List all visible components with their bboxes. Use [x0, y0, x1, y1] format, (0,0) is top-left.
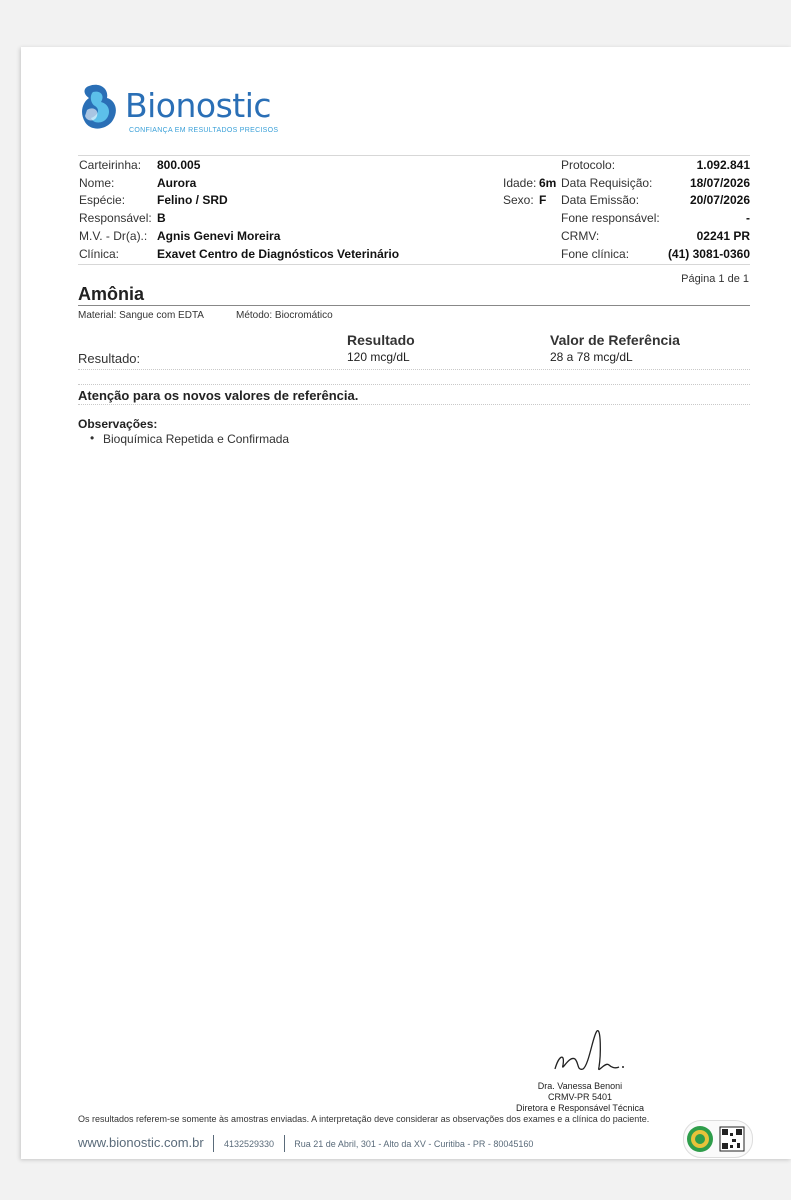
- clinica-label: Clínica:: [79, 247, 120, 261]
- idade-label: Idade:: [503, 176, 537, 190]
- data-requisicao-label: Data Requisição:: [561, 176, 653, 190]
- referencia-header: Valor de Referência: [550, 332, 680, 348]
- resultado-header: Resultado: [347, 332, 415, 348]
- exam-title: Amônia: [78, 284, 145, 304]
- dotted-divider: [78, 384, 750, 385]
- sexo-value: F: [539, 193, 547, 207]
- protocolo-value: 1.092.841: [696, 158, 750, 172]
- footer-phone: 4132529330: [223, 1139, 275, 1149]
- especie-label: Espécie:: [79, 193, 126, 207]
- resultado-value: 120 mcg/dL: [347, 350, 410, 364]
- exam-material: Material: Sangue com EDTA: [78, 310, 204, 321]
- accreditation-badge: [683, 1120, 753, 1158]
- observacao-item: • Bioquímica Repetida e Confirmada: [103, 432, 289, 446]
- mv-value: Agnis Genevi Moreira: [157, 229, 281, 243]
- bionostic-logo: [79, 80, 299, 140]
- footer-address: Rua 21 de Abril, 301 - Alto da XV - Curitiba - PR - 80045160: [294, 1139, 534, 1149]
- reference-warning: Atenção para os novos valores de referência.: [78, 388, 359, 403]
- fone-clinica-label: Fone clínica:: [561, 247, 630, 261]
- exam-metodo: Método: Biocromático: [236, 310, 333, 321]
- especie-value: Felino / SRD: [157, 193, 228, 207]
- mv-label: M.V. - Dr(a).:: [79, 229, 148, 243]
- bionostic-logo-icon: [79, 80, 123, 136]
- footer: [78, 1135, 533, 1152]
- footer-website[interactable]: www.bionostic.com.br: [78, 1135, 204, 1150]
- crmv-label: CRMV:: [561, 229, 600, 243]
- signature-role: Diretora e Responsável Técnica: [516, 1103, 644, 1113]
- observacoes-title: Observações:: [78, 417, 158, 431]
- resultado-row-label: Resultado:: [78, 351, 141, 366]
- data-emissao-value: 20/07/2026: [689, 193, 750, 207]
- disclaimer-text: Os resultados referem-se somente às amostras enviadas. A interpretação deve considerar as observações dos exames e a clínica do paciente.: [78, 1114, 650, 1124]
- nome-label: Nome:: [79, 176, 115, 190]
- fone-clinica-value: (41) 3081-0360: [667, 247, 750, 261]
- protocolo-label: Protocolo:: [561, 158, 616, 172]
- nome-value: Aurora: [157, 176, 197, 190]
- report-page: [21, 47, 791, 1159]
- signature-image: [549, 1025, 639, 1083]
- data-requisicao-value: 18/07/2026: [689, 176, 750, 190]
- carteirinha-value: 800.005: [157, 158, 201, 172]
- fone-responsavel-label: Fone responsável:: [561, 211, 660, 225]
- brand-tagline: CONFIANÇA EM RESULTADOS PRECISOS: [129, 127, 279, 134]
- seal-icon: [684, 1121, 752, 1157]
- idade-value: 6m: [539, 176, 557, 190]
- crmv-value: 02241 PR: [696, 229, 750, 243]
- signature-name: Dra. Vanessa Benoni: [537, 1081, 623, 1091]
- sexo-label: Sexo:: [503, 193, 534, 207]
- brand-name: Bionostic: [125, 86, 272, 125]
- referencia-value: 28 a 78 mcg/dL: [550, 350, 633, 364]
- footer-separator: [213, 1135, 214, 1152]
- footer-separator: [284, 1135, 285, 1152]
- dotted-divider: [78, 404, 750, 405]
- responsavel-label: Responsável:: [79, 211, 152, 225]
- responsavel-value: B: [157, 211, 166, 225]
- carteirinha-label: Carteirinha:: [79, 158, 142, 172]
- data-emissao-label: Data Emissão:: [561, 193, 640, 207]
- signature-crmv: CRMV-PR 5401: [547, 1092, 613, 1102]
- clinica-value: Exavet Centro de Diagnósticos Veterinário: [157, 247, 400, 261]
- title-divider: [78, 305, 750, 306]
- page-number: Página 1 de 1: [681, 273, 749, 285]
- fone-responsavel-value: -: [746, 211, 750, 225]
- dotted-divider: [78, 369, 750, 370]
